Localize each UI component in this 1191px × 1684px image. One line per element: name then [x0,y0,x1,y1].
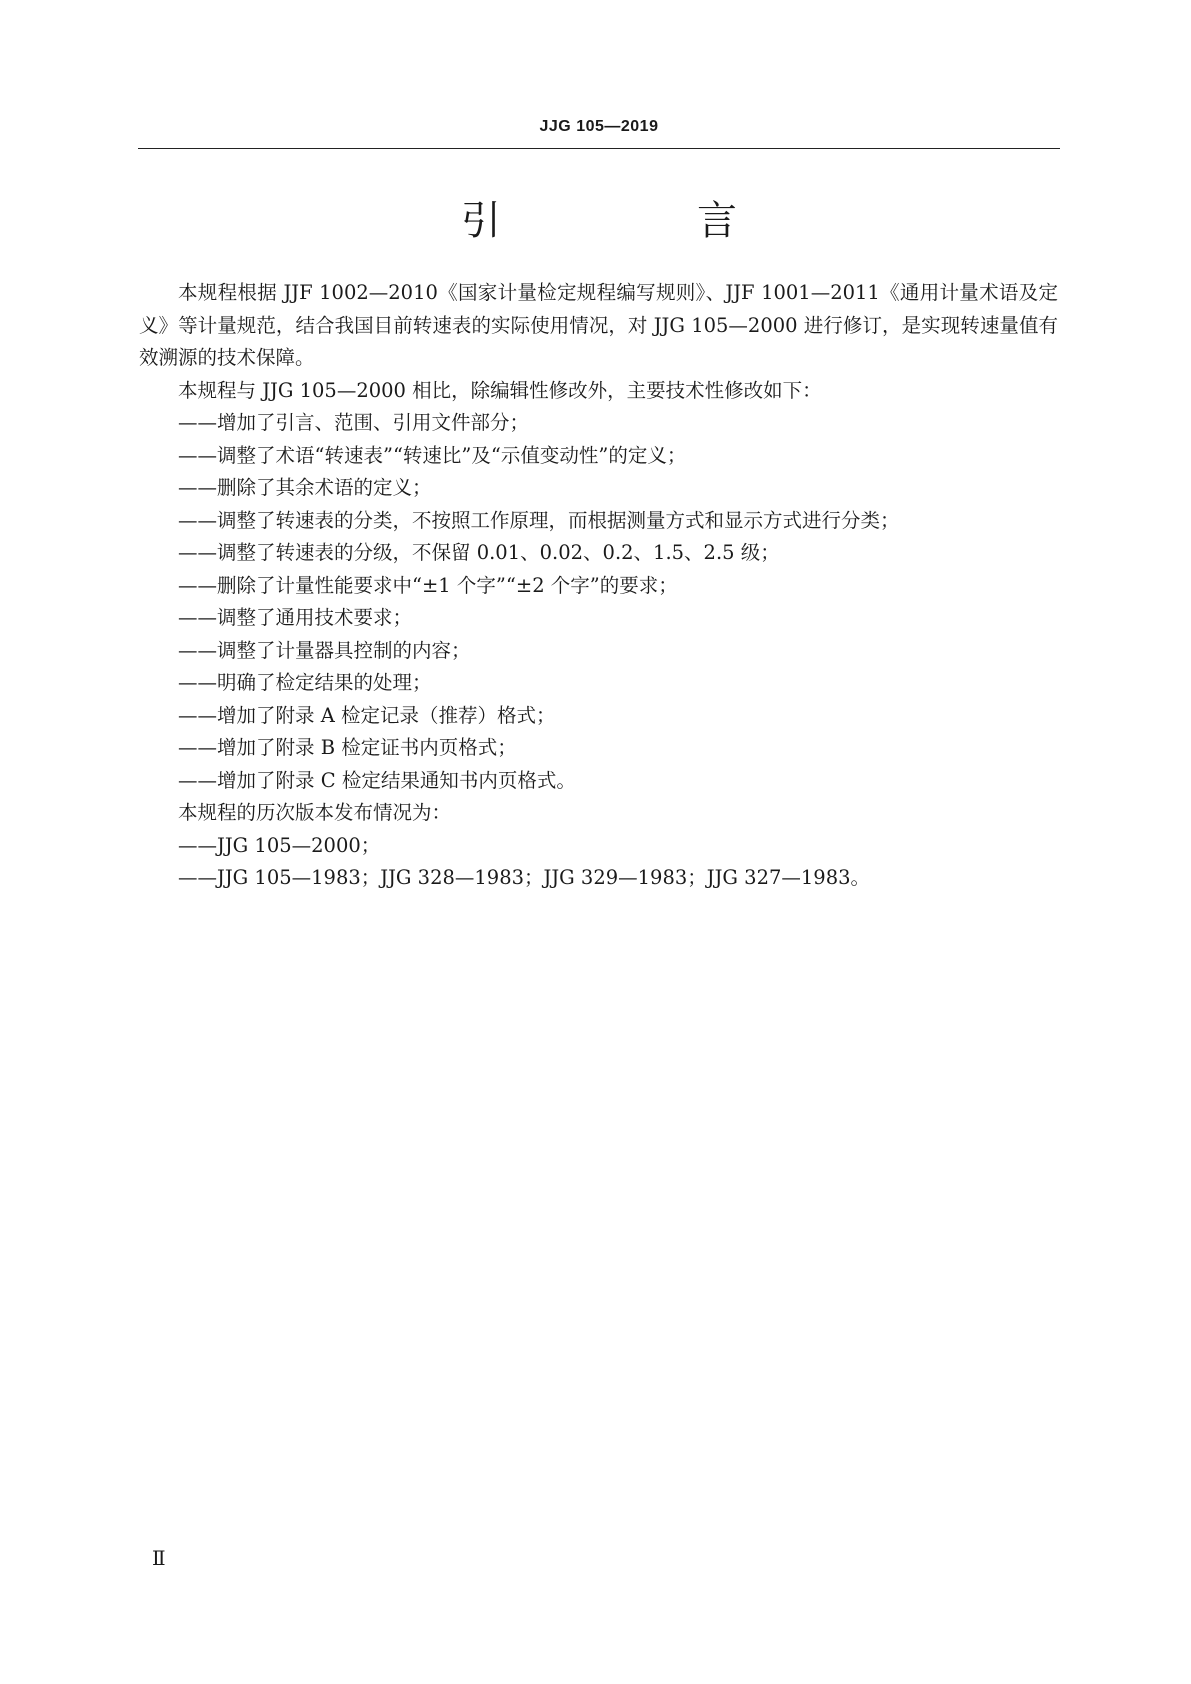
change-item-7: ——调整了通用技术要求； [178,606,413,629]
change-item-3: ——删除了其余术语的定义； [178,476,432,499]
change-item-5: ——调整了转速表的分级，不保留 0.01、0.02、0.2、1.5、2.5 级； [178,541,780,564]
change-item-1: ——增加了引言、范围、引用文件部分； [178,411,530,434]
page-title: 引 言 [461,198,815,244]
change-item-6: ——删除了计量性能要求中“±1 个字”“±2 个字”的要求； [178,573,678,597]
history-item-1: ——JJG 105—2000； [178,833,381,857]
change-item-4: ——调整了转速表的分类，不按照工作原理，而根据测量方式和显示方式进行分类； [178,508,900,532]
change-item-9: ——明确了检定结果的处理； [178,671,432,694]
change-item-8: ——调整了计量器具控制的内容； [178,638,471,662]
intro-paragraph: 本规程根据 JJF 1002—2010《国家计量检定规程编写规则》、JJF 1001—2011《通用计量术语及定义》等计量规范，结合我国目前转速表的实际使用情况，对 JJG 105—2000 进行修订，是实现转速量值有效溯源的技术保障。 [139,281,1058,369]
history-item-2: ——JJG 105—1983；JJG 328—1983；JJG 329—1983；JJG 327—1983。 [178,866,871,889]
change-item-12: ——增加了附录 C 检定结果通知书内页格式。 [178,768,576,792]
change-item-11: ——增加了附录 B 检定证书内页格式； [178,736,517,759]
header-rule [138,148,1060,149]
change-item-10: ——增加了附录 A 检定记录（推荐）格式； [178,703,556,727]
comparison-lead-paragraph: 本规程与 JJG 105—2000 相比，除编辑性修改外，主要技术性修改如下： [178,378,822,402]
change-item-2: ——调整了术语“转速表”“转速比”及“示值变动性”的定义； [178,443,687,467]
page-number: Ⅱ [152,1546,166,1570]
body-text [139,277,1058,895]
page-header-code: JJG 105—2019 [539,118,659,135]
history-lead-paragraph: 本规程的历次版本发布情况为： [178,801,452,824]
